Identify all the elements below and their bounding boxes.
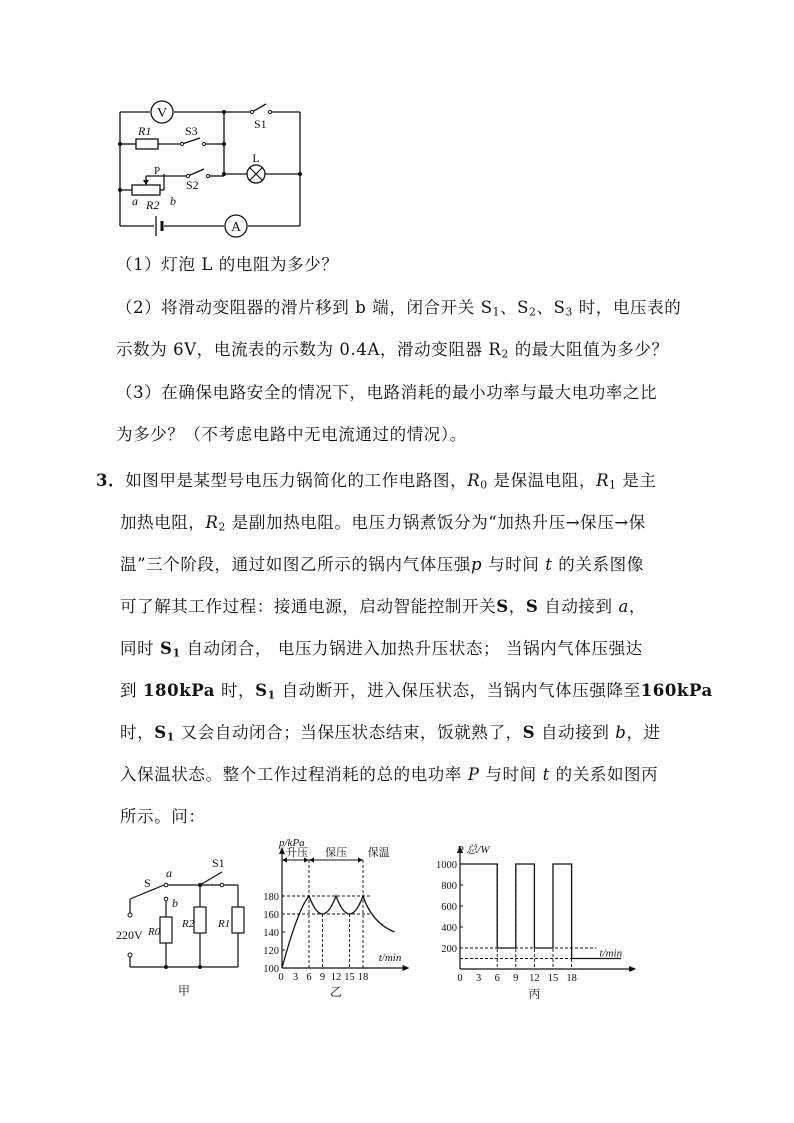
s2-label: S2	[186, 178, 199, 192]
x-tick-label: 9	[319, 972, 326, 983]
x-tick-label: 18	[566, 973, 577, 984]
lamp	[247, 151, 265, 183]
switch-s-label: S	[144, 876, 151, 890]
contact-b-label: b	[172, 896, 178, 910]
y-tick-label: 1000	[436, 860, 457, 871]
q2-sub3-line1: （3）在确保电路安全的情况下，电路消耗的最小功率与最大电功率之比	[116, 383, 658, 402]
y-tick-label: 400	[441, 923, 457, 934]
phase-label: 升压	[286, 847, 308, 859]
s3-label: S3	[185, 124, 198, 138]
circuit-diagram-jia	[116, 855, 256, 1005]
figure-caption-yi: 乙	[329, 985, 343, 999]
phase-label: 保温	[367, 847, 390, 859]
y-tick-label: 160	[263, 910, 279, 921]
x-axis-arrow	[403, 965, 410, 971]
chart-power	[424, 843, 654, 1005]
switch-s1-label: S1	[212, 856, 225, 870]
x-tick-label: 0	[457, 973, 463, 984]
y-tick-label: 180	[263, 892, 279, 903]
x-axis-label: t/min	[378, 952, 402, 964]
contact-a-label: a	[166, 866, 172, 880]
r0-label: R0	[148, 926, 161, 938]
q2-sub2-line1: （2）将滑动变阻器的滑片移到 b 端，闭合开关 $S_1$、$S_2$、$S_3$ 时，电压表的	[116, 298, 682, 319]
power-step-line	[460, 864, 621, 959]
x-tick-label: 12	[529, 973, 540, 984]
q3-line7: 时，$S_1$ 又会自动闭合；当保压状态结束，饭就熟了，S 自动接到 b，进	[120, 723, 661, 744]
q2-sub2-line2: 示数为 6V，电流表的示数为 0.4A，滑动变阻器 $R_2$ 的最大阻值为多少？	[116, 340, 669, 361]
y-axis-label: P 总/W	[457, 844, 490, 856]
r2-label: R2	[146, 198, 160, 212]
x-tick-label: 15	[547, 973, 559, 984]
y-tick-label: 800	[441, 881, 457, 892]
figure-caption-jia: 甲	[177, 984, 191, 998]
y-tick-label: 200	[441, 944, 457, 955]
x-axis-arrow	[629, 966, 636, 972]
slider-p-label: P	[154, 165, 161, 177]
ammeter	[225, 215, 247, 237]
question-number: 3．	[96, 471, 126, 490]
chart-pressure	[256, 834, 436, 1004]
s1-label: S1	[254, 117, 267, 131]
lamp-label: L	[252, 151, 260, 165]
y-tick-label: 120	[263, 946, 279, 957]
x-tick-label: 15	[344, 972, 355, 983]
circuit-diagram-1	[112, 92, 312, 242]
terminal-b-label: b	[170, 194, 176, 208]
q3-line8: 入保温状态。整个工作过程消耗的总的电功率 P 与时间 t 的关系如图丙	[120, 765, 659, 784]
y-axis-label: p/kPa	[279, 837, 305, 849]
q3-line4: 可了解其工作过程：接通电源，启动智能控制开关S，S 自动接到 a，	[120, 597, 647, 616]
q2-sub3-line2: 为多少？（不考虑电路中无电流通过的情况）。	[116, 425, 467, 444]
phase-arrow-holding-right-head	[358, 858, 363, 863]
x-tick-label: 0	[278, 972, 284, 983]
x-tick-label: 18	[357, 972, 369, 983]
x-tick-label: 6	[306, 972, 312, 983]
q3-line6: 到 180kPa 时，$S_1$ 自动断开，进入保压状态，当锅内气体压强降至160kPa	[120, 681, 713, 702]
y-tick-label: 140	[263, 928, 279, 939]
x-axis-label: t/min	[599, 947, 623, 960]
terminal-a-label: a	[132, 194, 138, 208]
x-tick-label: 3	[475, 973, 482, 984]
x-tick-label: 6	[494, 973, 500, 984]
r2-label: R2	[182, 918, 195, 930]
voltmeter	[151, 101, 173, 123]
voltmeter-label: V	[156, 106, 168, 121]
phase-arrow-holding-left-head	[309, 858, 314, 863]
q3-line3: 温”三个阶段，通过如图乙所示的锅内气体压强p 与时间 t 的关系图像	[120, 555, 644, 574]
y-tick-label: 600	[441, 902, 457, 913]
q3-line5: 同时 $S_1$ 自动闭合， 电压力锅进入加热升压状态； 当锅内气体压强达	[120, 639, 643, 660]
phase-label: 保压	[325, 847, 347, 859]
x-tick-label: 3	[292, 972, 299, 983]
x-tick-label: 12	[330, 972, 342, 983]
q3-line1: 3．如图甲是某型号电压力锅简化的工作电路图，$R_0$ 是保温电阻，$R_1$ 是主	[96, 471, 657, 492]
q3-line9: 所示。问：	[120, 807, 206, 826]
q2-sub1: （1）灯泡 L 的电阻为多少？	[116, 255, 339, 274]
y-tick-label: 100	[263, 964, 279, 975]
r1-label: R1	[218, 918, 231, 930]
figure-caption-bing: 丙	[528, 987, 541, 1001]
x-tick-label: 9	[513, 973, 519, 984]
ammeter-label: A	[230, 220, 242, 235]
q3-line2: 加热电阻，$R_2$ 是副加热电阻。电压力锅煮饭分为“加热升压→保压→保	[120, 513, 646, 534]
r1-label: R1	[138, 124, 152, 138]
voltage-label: 220V	[116, 928, 143, 942]
pressure-curve	[282, 896, 395, 968]
